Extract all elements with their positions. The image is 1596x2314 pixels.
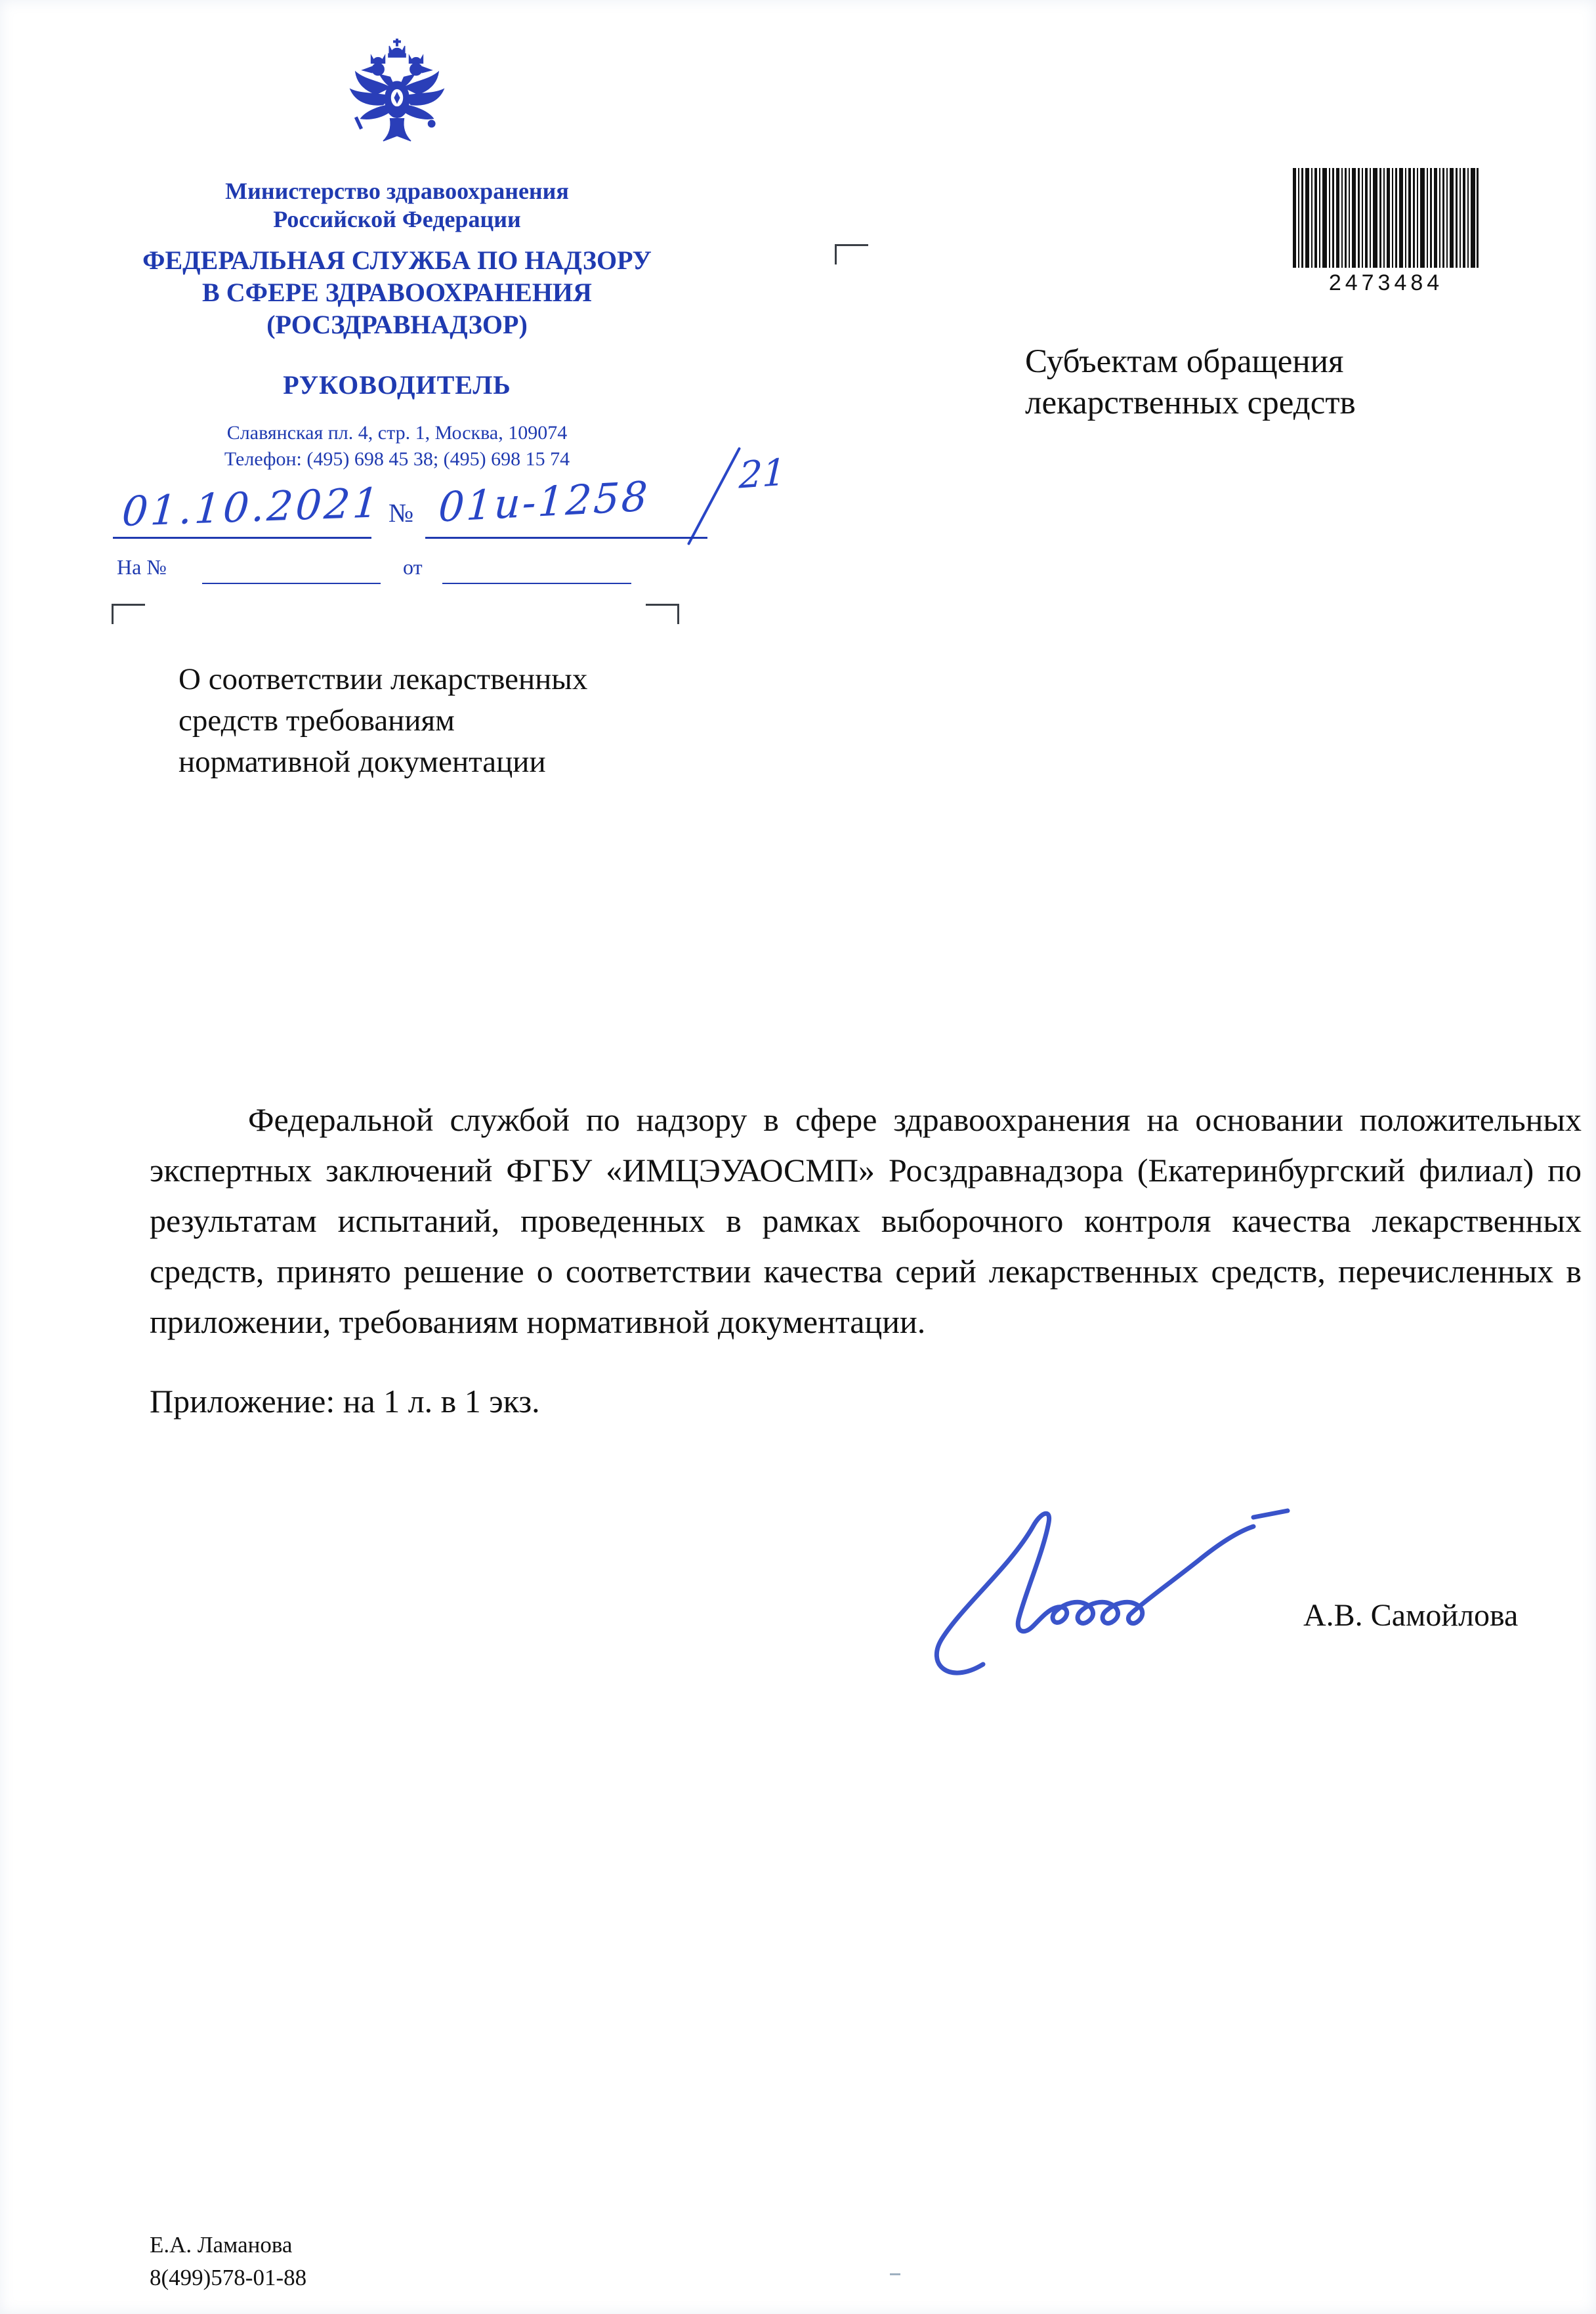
barcode-bars-icon: [1293, 168, 1479, 268]
corner-mark-address-zone: [835, 244, 868, 264]
fold-mark: [890, 2273, 900, 2275]
recipient-block: [1025, 341, 1356, 424]
recipient-line2: лекарственных средств: [1025, 385, 1356, 421]
signer-name: А.В. Самойлова: [1303, 1598, 1519, 1633]
ministry-line1: Министерство здравоохранения: [225, 178, 569, 204]
phone-line: Телефон: (495) 698 45 38; (495) 698 15 74: [224, 448, 570, 470]
number-underline: [425, 537, 707, 539]
executor-name: Е.А. Ламанова: [150, 2232, 293, 2258]
service-line2: В СФЕРЕ ЗДРАВООХРАНЕНИЯ: [202, 278, 592, 307]
handwritten-signature-icon: [920, 1488, 1301, 1685]
registration-barcode: [1293, 168, 1479, 296]
subject-line2: средств требованиям: [178, 704, 455, 738]
handwritten-number: 01и-1258: [437, 472, 651, 532]
reply-to-label: На №: [117, 555, 167, 579]
letterhead: [85, 37, 709, 473]
body-paragraph: Федеральной службой по надзору в сфере здравоохранения на основании положительных экспертных заключений ФГБУ «ИМЦЭУАОСМП» Росздравнадзора (Екатеринбургский филиал) по результатам испытаний, проведенных в рамках выборочного контроля качества лекарственных средств, принято решение о соответствии качества серий лекарственных средств, перечисленных в приложении, требованиям нормативной документации.: [150, 1101, 1582, 1340]
subject-block: [178, 659, 587, 783]
ministry-name: [85, 177, 709, 234]
russian-coat-of-arms-icon: [345, 37, 449, 159]
corner-mark-subject-left: [112, 604, 145, 624]
contact-block: [85, 420, 709, 473]
letter-body: [150, 1095, 1582, 1427]
corner-mark-subject-right: [646, 604, 679, 624]
barcode-number: 2473484: [1328, 270, 1444, 295]
service-line3: (РОСЗДРАВНАДЗОР): [266, 310, 528, 339]
executor-phone: 8(499)578-01-88: [150, 2265, 307, 2290]
service-name: [85, 244, 709, 341]
address-line: Славянская пл. 4, стр. 1, Москва, 109074: [226, 422, 568, 444]
reply-date-underline: [442, 583, 631, 584]
recipient-line1: Субъектам обращения: [1025, 343, 1344, 380]
handwritten-date: 01.10.2021: [120, 478, 383, 536]
date-underline: [113, 537, 371, 539]
number-sign: №: [388, 498, 414, 528]
subject-line3: нормативной документации: [178, 745, 546, 779]
service-line1: ФЕДЕРАЛЬНАЯ СЛУЖБА ПО НАДЗОРУ: [142, 245, 652, 275]
attachment-line: Приложение: на 1 л. в 1 экз.: [150, 1383, 540, 1420]
ministry-line2: Российской Федерации: [273, 206, 521, 232]
executor-block: [150, 2229, 306, 2294]
handwritten-year-suffix: 21: [738, 451, 787, 497]
position-title: РУКОВОДИТЕЛЬ: [283, 370, 511, 400]
subject-line1: О соответствии лекарственных: [178, 662, 588, 696]
reply-number-underline: [202, 583, 381, 584]
reply-from-label: от: [403, 555, 423, 579]
